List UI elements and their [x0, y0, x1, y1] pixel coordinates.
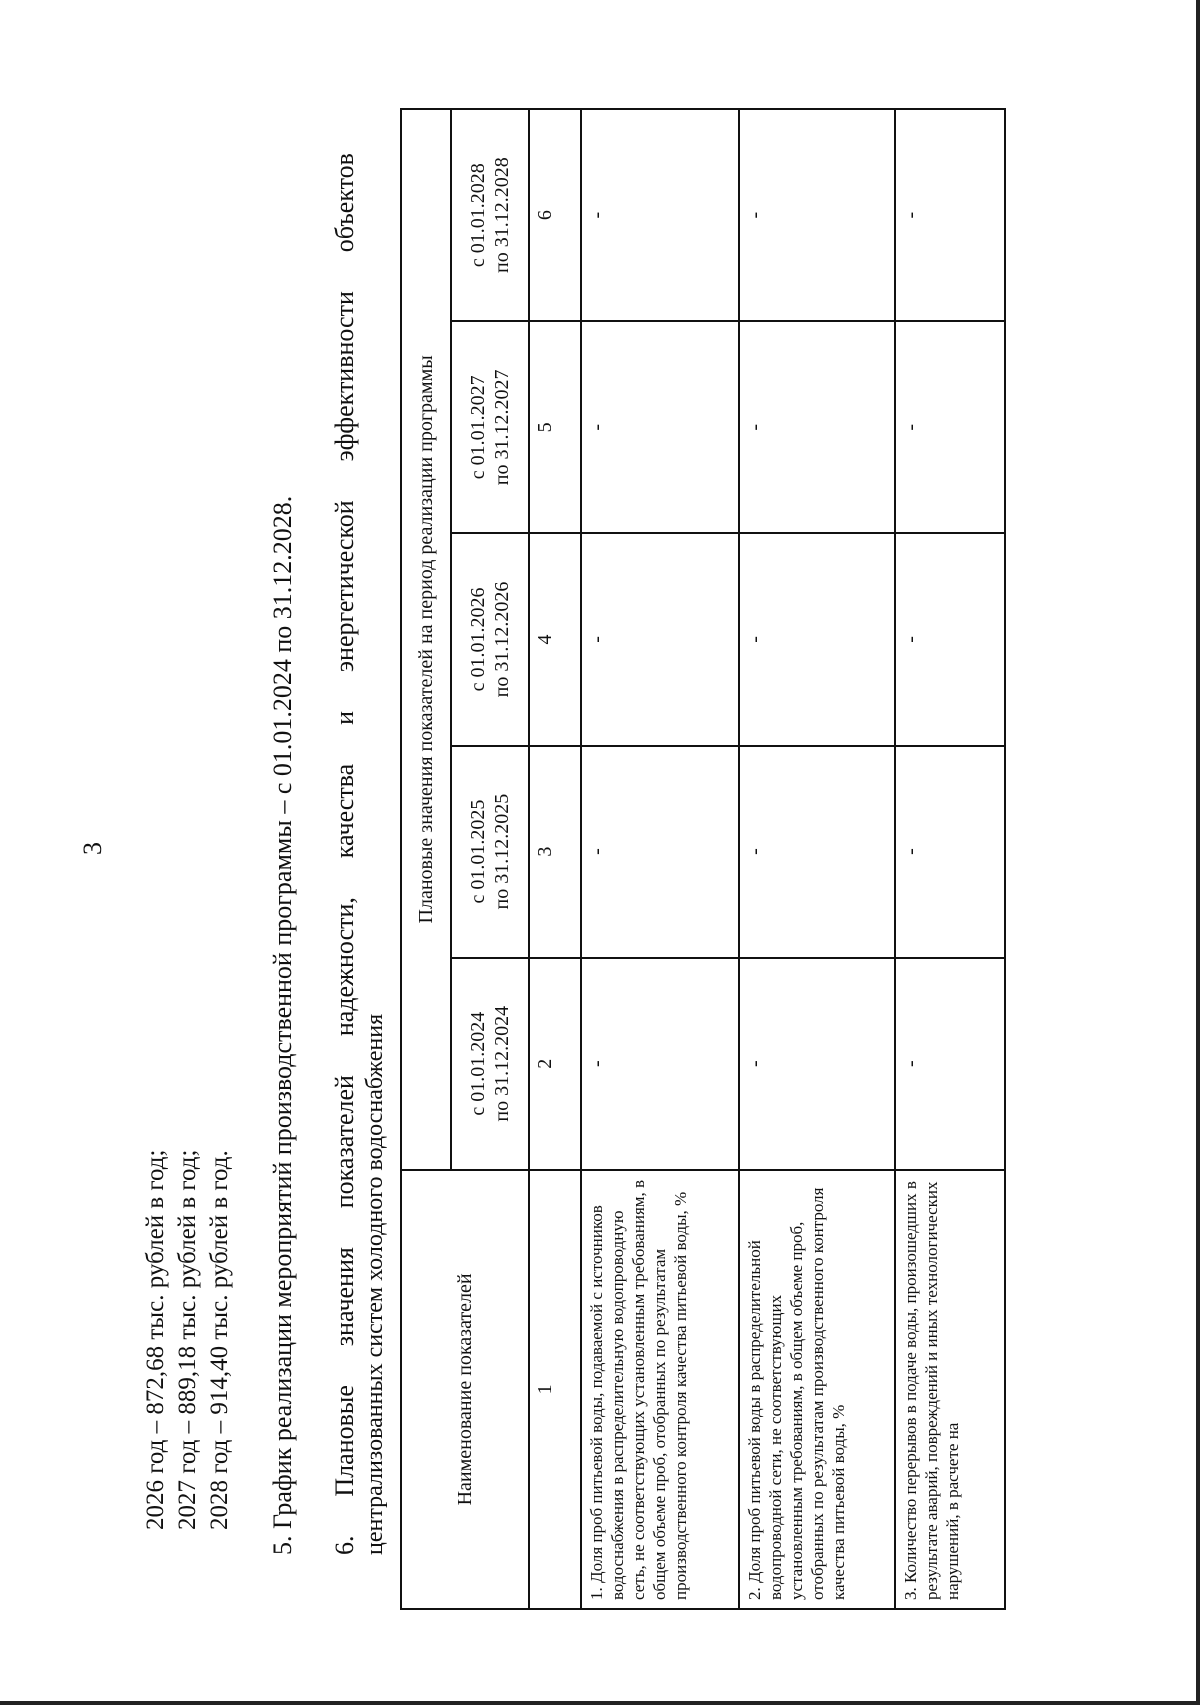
header-period-2028	[451, 109, 529, 321]
column-number: 1	[529, 1170, 581, 1609]
indicator-value: -	[739, 109, 895, 321]
header-indicator-name: Наименование показателей	[401, 1170, 529, 1609]
section-6-word: эффективности	[330, 291, 359, 462]
period-to: по 31.12.2024	[491, 1005, 513, 1122]
section-6-word: энергетической	[330, 500, 359, 673]
column-number-row	[529, 109, 581, 1609]
indicator-name: 3. Количество перерывов в подаче воды, произошедших в результате аварий, повреждений и иных технологических нарушений, в расчете на	[895, 1170, 1005, 1609]
section-6-heading	[330, 153, 390, 1555]
section-6-word: 6.	[330, 1535, 359, 1555]
budget-line-2027: 2027 год – 889,18 тыс. рублей в год;	[174, 1149, 201, 1530]
indicator-name: 2. Доля проб питьевой воды в распределительной водопроводной сети, не соответствующих установленным требованиям, в общем объеме проб, отобранных по результатам производственного контроля качества питьевой воды, %	[739, 1170, 895, 1609]
section-6-word: показателей	[330, 1075, 359, 1209]
header-period-2026	[451, 533, 529, 745]
period-from: с 01.01.2026	[467, 587, 489, 692]
table-row	[581, 109, 739, 1609]
period-to: по 31.12.2028	[491, 157, 513, 273]
column-number: 4	[529, 533, 581, 745]
indicator-name: 1. Доля проб питьевой воды, подаваемой с источников водоснабжения в распределительную водопроводную сеть, не соответствующих установленным требованиям, в общем объеме проб, отобранных по результатам производственного контроля качества питьевой воды, %	[581, 1170, 739, 1609]
column-number: 6	[529, 109, 581, 321]
header-period-2025	[451, 746, 529, 958]
budget-line-2028: 2028 год – 914,40 тыс. рублей в год.	[206, 1150, 233, 1530]
indicator-value: -	[739, 533, 895, 745]
table-header-row	[401, 109, 451, 1609]
section-6-line1	[330, 153, 360, 1555]
header-period-2024	[451, 958, 529, 1170]
period-from: с 01.01.2024	[467, 1011, 489, 1116]
period-from: с 01.01.2027	[467, 375, 489, 480]
section-6-word: качества	[330, 763, 359, 859]
period-to: по 31.12.2025	[491, 793, 513, 910]
indicator-value: -	[895, 746, 1005, 958]
indicator-value: -	[739, 958, 895, 1170]
section-6-word: надежности,	[330, 897, 359, 1037]
budget-list	[140, 1150, 236, 1530]
header-planned-values: Плановые значения показателей на период реализации программы	[401, 109, 451, 1170]
indicator-value: -	[895, 109, 1005, 321]
period-to: по 31.12.2026	[491, 581, 513, 698]
budget-line-2026: 2026 год – 872,68 тыс. рублей в год;	[142, 1149, 169, 1530]
column-number: 3	[529, 746, 581, 958]
indicator-value: -	[581, 746, 739, 958]
indicators-table	[400, 108, 1006, 1610]
header-period-2027	[451, 321, 529, 533]
table-row	[895, 109, 1005, 1609]
column-number: 5	[529, 321, 581, 533]
indicator-value: -	[581, 321, 739, 533]
section-6-word: объектов	[330, 153, 359, 253]
section-6-word: значения	[330, 1247, 359, 1347]
indicator-value: -	[739, 746, 895, 958]
period-from: с 01.01.2025	[467, 799, 489, 904]
section-6-line2: централизованных систем холодного водоснабжения	[362, 1013, 388, 1555]
indicator-value: -	[895, 321, 1005, 533]
indicator-value: -	[895, 958, 1005, 1170]
column-number: 2	[529, 958, 581, 1170]
table-row	[739, 109, 895, 1609]
indicator-value: -	[581, 109, 739, 321]
indicator-value: -	[895, 533, 1005, 745]
period-from: с 01.01.2028	[467, 163, 489, 268]
period-to: по 31.12.2027	[491, 369, 513, 486]
page-number: 3	[78, 842, 107, 855]
section-5-heading: 5. График реализации мероприятий производственной программы – с 01.01.2024 по 31.12.2028.	[268, 495, 297, 1555]
indicator-value: -	[581, 958, 739, 1170]
indicator-value: -	[581, 533, 739, 745]
section-6-word: Плановые	[330, 1385, 359, 1497]
indicator-value: -	[739, 321, 895, 533]
section-6-word: и	[330, 711, 359, 725]
